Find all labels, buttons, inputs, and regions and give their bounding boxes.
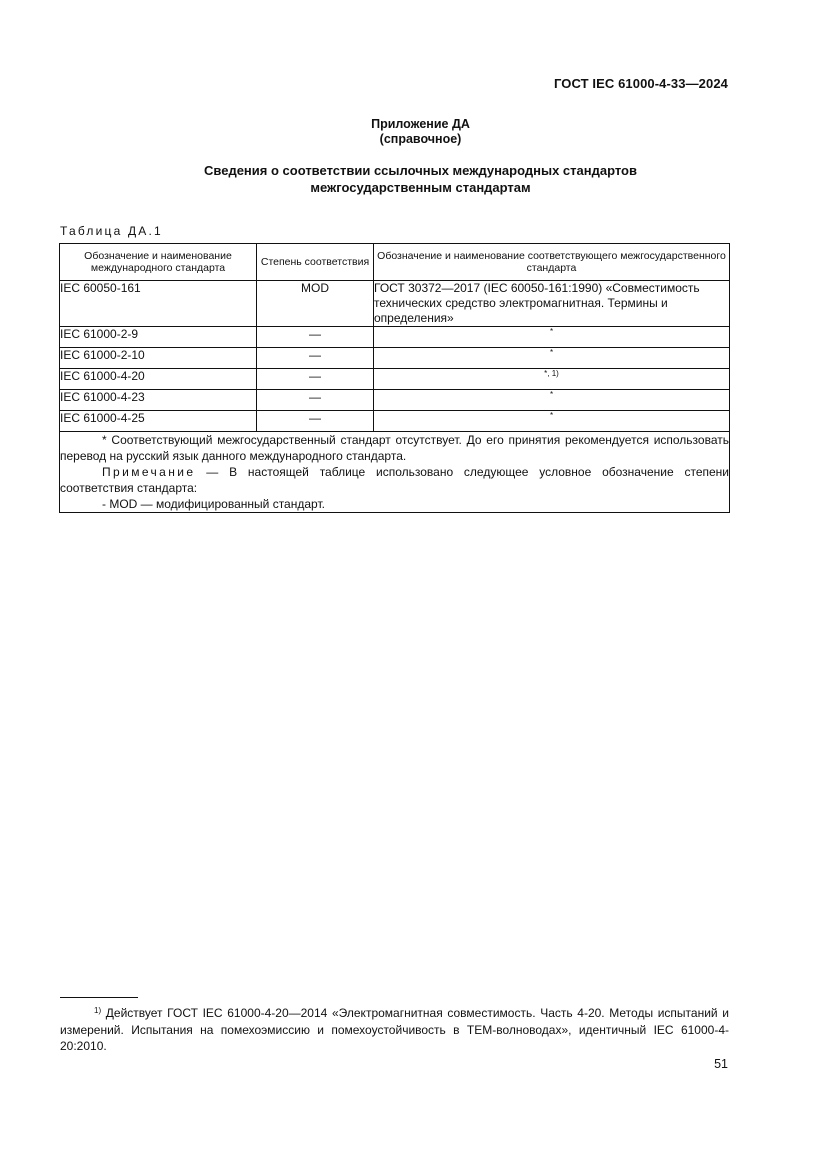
- annex-type: (справочное): [379, 132, 462, 146]
- cell-corresponding: *: [374, 327, 730, 348]
- cell-degree: —: [257, 411, 374, 432]
- table-notes-row: [60, 432, 730, 513]
- header-interstate-standard: Обозначение и наименование соответствующего межгосударственного стандарта: [374, 244, 730, 281]
- conformity-table: [59, 243, 730, 513]
- table-label: Таблица ДА.1: [60, 224, 163, 238]
- cell-degree: MOD: [257, 281, 374, 327]
- cell-standard: IEC 61000-4-25: [60, 411, 257, 432]
- table-header-row: [60, 244, 730, 281]
- cell-degree: —: [257, 390, 374, 411]
- cell-standard: IEC 61000-2-10: [60, 348, 257, 369]
- cell-corresponding: *: [374, 348, 730, 369]
- cell-corresponding: *: [374, 390, 730, 411]
- cell-standard: IEC 60050-161: [60, 281, 257, 327]
- header-international-standard: Обозначение и наименование международного стандарта: [60, 244, 257, 281]
- asterisk-note: * Соответствующий межгосударственный стандарт отсутствует. До его принятия рекомендуется использовать перевод на русский язык данного международного стандарта.: [60, 433, 729, 463]
- cell-degree: —: [257, 369, 374, 390]
- note-word: Примечание: [102, 465, 196, 479]
- mod-definition: - MOD — модифицированный стандарт.: [102, 497, 325, 511]
- annex-title: Приложение ДА: [371, 117, 470, 131]
- table-notes: [60, 432, 730, 513]
- cell-corresponding: *: [374, 411, 730, 432]
- section-title-line1: Сведения о соответствии ссылочных международных стандартов: [204, 163, 637, 178]
- table-row: [60, 348, 730, 369]
- cell-standard: IEC 61000-4-20: [60, 369, 257, 390]
- table-row: [60, 327, 730, 348]
- table-row: [60, 411, 730, 432]
- footnote-marker: 1): [94, 1006, 102, 1015]
- cell-corresponding: *, 1): [374, 369, 730, 390]
- cell-corresponding: ГОСТ 30372—2017 (IEC 60050-161:1990) «Совместимость технических средство электромагнитная. Термины и определения»: [374, 281, 730, 327]
- table-row: [60, 390, 730, 411]
- table-row: [60, 369, 730, 390]
- section-title: [0, 162, 827, 196]
- footnote-text: Действует ГОСТ IEC 61000-4-20—2014 «Электромагнитная совместимость. Часть 4-20. Методы испытаний и измерений. Испытания на помехоэмиссию и помехоустойчивость в ТЕМ-волноводах», идентичный IEC 61000-4-20:2010.: [60, 1006, 729, 1053]
- cell-standard: IEC 61000-2-9: [60, 327, 257, 348]
- footnote: [60, 1003, 729, 1055]
- annex-heading: [0, 117, 827, 147]
- note-text: — В настоящей таблице использовано следующее условное обозначение степени соответствия стандарта:: [60, 465, 729, 495]
- page-number: 51: [714, 1057, 728, 1071]
- cell-standard: IEC 61000-4-23: [60, 390, 257, 411]
- document-code: ГОСТ IEC 61000-4-33—2024: [553, 76, 728, 91]
- footnote-divider: [60, 997, 138, 998]
- header-conformity-degree: Степень соответствия: [257, 244, 374, 281]
- cell-degree: —: [257, 348, 374, 369]
- table-row: [60, 281, 730, 327]
- cell-degree: —: [257, 327, 374, 348]
- table-note: [60, 464, 729, 496]
- section-title-line2: межгосударственным стандартам: [310, 180, 531, 195]
